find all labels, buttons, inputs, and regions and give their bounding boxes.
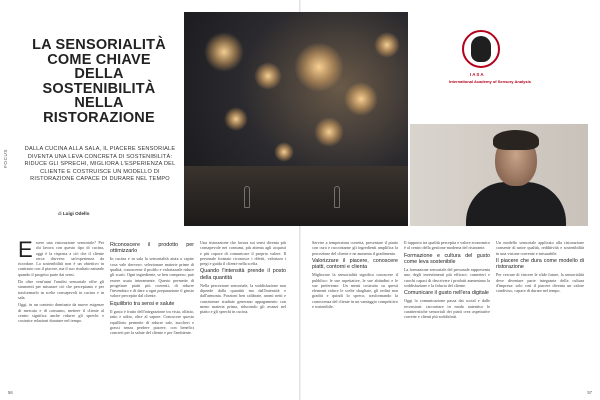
title-line: DELLA bbox=[74, 66, 124, 82]
light-bokeh bbox=[294, 42, 344, 92]
drop-cap: E bbox=[18, 237, 33, 262]
title-line: LA SENSORIALITÀ bbox=[32, 37, 166, 53]
light-bokeh bbox=[204, 32, 244, 72]
text-column-6 bbox=[496, 240, 584, 295]
page-number-right: 57 bbox=[587, 390, 592, 395]
wine-glass bbox=[244, 186, 250, 208]
section-heading: Equilibrio tra sensi e salute bbox=[110, 300, 175, 307]
light-bokeh bbox=[224, 107, 248, 131]
section-heading: Comunicare il gusto nell'era digitale bbox=[404, 290, 489, 297]
light-bokeh bbox=[274, 142, 294, 162]
paragraph: Migliorare la sensorialità significa conoscere il pubblico: le sue aspettative, le sue abitudini e le sue preferenze. Un menù costruito su questi elementi riduce le scelte sbagliate, gli ordini non graditi e quindi lo spreco, trasformando la conoscenza del cliente in un vantaggio competitivo e sostenibile. bbox=[312, 272, 398, 310]
section-label: FOCUS bbox=[3, 148, 8, 168]
paragraph: Il rapporto tra qualità percepita e valore economico è al centro della gestione moderna del ristorante. bbox=[404, 240, 490, 251]
section-heading: Valorizzare il piacere, conoscere piatti, contorni e clienta bbox=[312, 257, 398, 271]
section-heading: Il piacere che dura come modello di ristorazione bbox=[496, 257, 584, 271]
page-number-left: 56 bbox=[8, 390, 13, 395]
paragraph: Il gusto è frutto dell'integrazione tra vista, olfatto, tatto e udito, oltre al sapore. Conoscere questo equilibrio permette di ridurre sale, zuccheri e grassi senza perdere piacere, con benefici concreti per la salute del cliente e per l'ambiente. bbox=[110, 308, 194, 336]
paragraph: Oggi la comunicazione passa dai social e dalle recensioni: raccontare in modo autentico le caratteristiche sensoriali dei piatti crea aspettative corrette e clienti più soddisfatti. bbox=[404, 298, 490, 320]
title-line: COME CHIAVE bbox=[47, 51, 151, 68]
paragraph: Oggi, in un contesto dominato da nuove esigenze di mercato e di consumo, mettere il cliente al centro significa anche ridurre gli sprechi e costruire relazioni durature nel tempo. bbox=[18, 302, 104, 324]
table-surface bbox=[184, 166, 408, 226]
text-column-1 bbox=[18, 237, 104, 325]
academy-logo-icon bbox=[462, 30, 500, 68]
logo-panel bbox=[410, 12, 588, 122]
logo-name: International Academy of Sensory Analysis bbox=[449, 79, 531, 84]
title-line: NELLA bbox=[74, 95, 124, 111]
portrait-hair bbox=[493, 130, 539, 150]
author-byline bbox=[58, 211, 89, 216]
text-column-2 bbox=[110, 240, 194, 337]
paragraph bbox=[18, 237, 104, 277]
portrait-body bbox=[466, 182, 566, 226]
author-portrait bbox=[410, 124, 588, 226]
restaurant-photo bbox=[184, 12, 408, 226]
author-name: Luigi Odello bbox=[62, 211, 90, 216]
logo-acronym: IASA bbox=[470, 72, 485, 77]
paragraph: Un modello sensoriale applicato alla ristorazione consente di unire qualità, redditività e sostenibilità in una visione coerente e misurabile. bbox=[496, 240, 584, 256]
text-column-3 bbox=[200, 240, 286, 317]
paragraph: Per cercare di vincere le sfide future, la sensorialità deve diventare parte integrante della cultura d'impresa: solo così il piacere diventa un valore condiviso, capace di durare nel tempo. bbox=[496, 272, 584, 294]
article-title bbox=[24, 38, 174, 125]
paragraph: Servire a temperatura corretta, presentare il piatto con cura e raccontarne gli ingredienti amplifica la percezione del cliente e ne aumenta il gradimento. bbox=[312, 240, 398, 256]
section-heading: Formazione e cultura del gusto come leva sostenibile bbox=[404, 252, 490, 265]
light-bokeh bbox=[374, 32, 400, 58]
paragraph-text: ssere una ristorazione sensoriale? Per chi lavora con questo tipo di cucina, oggi è la risposta a ciò che il cliente cerca davvero: un'esperienza da ricordare. La sostenibilità non è un obiettivo in contrasto con il piacere, ma il suo risultato naturale quando il progetto parte dai sensi. bbox=[18, 240, 104, 277]
paragraph: Una ristorazione che lavora sui sensi diventa più consapevole nei consumi, più attenta agli acquisti e più capace di comunicare il proprio valore. Il personale formato riconosce i difetti, valorizza i pregi e guida il cliente nella scelta. bbox=[200, 240, 286, 267]
paragraph: Da oltre vent'anni l'analisi sensoriale offre gli strumenti per misurare ciò che percepiamo e per trasformarlo in scelte consapevoli in cucina e in sala. bbox=[18, 279, 104, 300]
logo-head-icon bbox=[471, 36, 491, 62]
title-line: SOSTENIBILITÀ bbox=[42, 80, 156, 97]
text-column-4 bbox=[312, 240, 398, 311]
author-prefix: di bbox=[58, 211, 62, 216]
paragraph: La formazione sensoriale del personale rappresenta uno degli investimenti più efficaci: camerieri e cuochi capaci di descrivere i prodotti aumentano la soddisfazione e la fiducia del cliente. bbox=[404, 267, 490, 288]
title-line: RISTORAZIONE bbox=[43, 109, 155, 126]
text-column-5 bbox=[404, 240, 490, 322]
light-bokeh bbox=[314, 117, 344, 147]
section-heading: Quando l'intensità prende il posto della quantità bbox=[200, 268, 286, 281]
wine-glass bbox=[334, 186, 340, 208]
paragraph: In cucina e in sala la sensorialità aiuta a capire cosa vale davvero: selezionare materie prime di qualità, conoscerne il profilo e valorizzarle riduce gli scarti. Ogni ingrediente, se ben compreso, può essere usato interamente. Questo permette di progettare piatti più coerenti, di ridurre l'invenduto e di dare a ogni preparazione il giusto valore percepito dal cliente. bbox=[110, 256, 194, 299]
light-bokeh bbox=[344, 82, 378, 116]
paragraph: Nella percezione sensoriale, la soddisfazione non dipende dalla quantità ma dall'intensità e dall'armonia. Porzioni ben calibrate, aromi netti e consistenze studiate generano appagamento con meno materia prima, riducendo gli avanzi nel piatto e gli sprechi in cucina. bbox=[200, 282, 286, 315]
article-subtitle: DALLA CUCINA ALLA SALA, IL PIACERE SENSORIALE DIVENTA UNA LEVA CONCRETA DI SOSTENIBILITÀ: RIDUCE GLI SPRECHI, MIGLIORA L'ESPERIENZA DEL CLIENTE E COSTRUISCE UN MODELLO DI RISTORAZIONE CAPACE DI DURARE NEL TEMPO bbox=[24, 146, 176, 183]
section-heading: Riconoscere il prodotto per ottimizzarlo bbox=[110, 242, 194, 255]
light-bokeh bbox=[254, 62, 282, 90]
